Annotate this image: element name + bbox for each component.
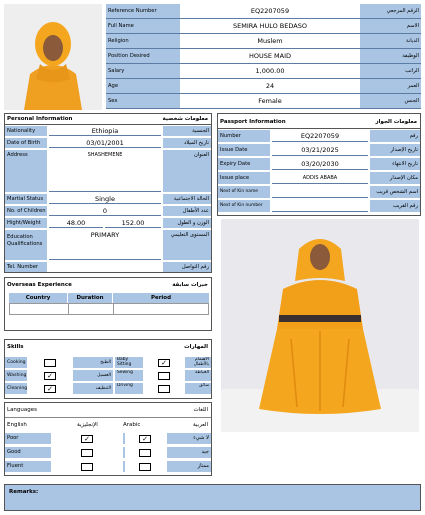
skill-checkbox[interactable]: ✓ bbox=[44, 372, 56, 380]
marital-value: Single bbox=[49, 194, 161, 204]
overseas-title-ar: خبرات سابقة bbox=[172, 282, 208, 288]
children-value: 0 bbox=[49, 206, 161, 216]
address-ar: العنوان bbox=[163, 150, 211, 192]
passport-title: Passport Information bbox=[220, 119, 286, 125]
passport-row-label: Issue place bbox=[218, 172, 270, 184]
lang-col-english: English bbox=[7, 422, 27, 428]
passport-row-ar: تاريخ الانتهاء bbox=[370, 158, 420, 170]
overseas-title: Overseas Experience bbox=[7, 282, 72, 288]
passport-row-value: 03/21/2025 bbox=[272, 144, 368, 156]
skills-title-ar: المهارات bbox=[184, 344, 208, 350]
top-row bbox=[106, 19, 421, 34]
col-country: Country bbox=[9, 293, 68, 303]
top-row-label: Position Desired bbox=[106, 49, 180, 63]
top-row-value: Muslem bbox=[257, 37, 283, 45]
tel-label: Tel. Number bbox=[5, 262, 47, 272]
lang-level-ar: جيد bbox=[167, 447, 211, 458]
passport-row-label: Number bbox=[218, 130, 270, 142]
remarks-label: Remarks: bbox=[9, 489, 39, 495]
education-value: PRIMARY bbox=[49, 230, 161, 260]
lang-english-cell bbox=[53, 433, 121, 444]
lang-arabic-checkbox[interactable]: ✓ bbox=[139, 435, 151, 443]
hw-ar: الوزن و الطول bbox=[163, 218, 211, 228]
skill-label: Washing bbox=[5, 370, 27, 381]
passport-row-label: Expiry Date bbox=[218, 158, 270, 170]
lang-english-checkbox[interactable]: ✓ bbox=[81, 435, 93, 443]
skill-checkbox[interactable] bbox=[158, 385, 170, 393]
nationality-ar: الجنسية bbox=[163, 126, 211, 136]
skill-checkbox-cell bbox=[29, 357, 71, 368]
top-info-table bbox=[106, 4, 421, 109]
lang-arabic-cell bbox=[125, 461, 165, 472]
education-label: Education Qualifications bbox=[5, 230, 47, 260]
overseas-empty-row bbox=[9, 303, 209, 315]
tel-ar: رقم التواصل bbox=[163, 262, 211, 272]
passport-row-ar: اسم الشخص قريب bbox=[370, 186, 420, 198]
top-row-value: Female bbox=[258, 97, 282, 105]
remarks-box bbox=[4, 484, 421, 511]
address-value: SHASHEMENE bbox=[49, 150, 161, 192]
lang-level-ar: ممتاز bbox=[167, 461, 211, 472]
skill-label-ar: سائق bbox=[185, 383, 211, 394]
height-value: 48.00 bbox=[49, 218, 103, 228]
personal-title: Personal Information bbox=[7, 116, 73, 122]
skill-checkbox-cell bbox=[145, 357, 183, 368]
lang-arabic-checkbox[interactable] bbox=[139, 449, 151, 457]
languages-title: Languages bbox=[7, 407, 38, 413]
skill-checkbox[interactable]: ✓ bbox=[158, 359, 170, 367]
dob-ar: تاريخ الميلاد bbox=[163, 138, 211, 148]
personal-title-ar: معلومات شخصية bbox=[162, 116, 208, 122]
top-row bbox=[106, 34, 421, 49]
skill-checkbox-cell bbox=[145, 370, 183, 381]
skill-label: Sewing bbox=[115, 370, 143, 381]
top-row-label: Age bbox=[106, 79, 180, 93]
top-row-value: EQ2207059 bbox=[250, 7, 290, 15]
lang-arabic-cell bbox=[125, 447, 165, 458]
children-ar: عدد الأطفال bbox=[163, 206, 211, 216]
skill-checkbox[interactable] bbox=[44, 359, 56, 367]
skill-checkbox[interactable] bbox=[158, 372, 170, 380]
passport-row-value bbox=[272, 200, 368, 212]
nationality-label: Nationality bbox=[5, 126, 47, 136]
lang-col-english-ar: الإنجليزية bbox=[77, 422, 98, 428]
passport-row-value: 03/20/2030 bbox=[272, 158, 368, 170]
top-row-ar: الديانة bbox=[360, 34, 421, 48]
lang-english-cell bbox=[53, 447, 121, 458]
top-row-value: HOUSE MAID bbox=[248, 52, 292, 60]
top-row-ar: الرقم المرجعي bbox=[360, 4, 421, 18]
top-row-ar: الوظيفة bbox=[360, 49, 421, 63]
nationality-value: Ethiopia bbox=[49, 126, 161, 136]
lang-col-arabic: Arabic bbox=[123, 422, 141, 428]
lang-level-ar: لا شيء bbox=[167, 433, 211, 444]
lang-level-label: Good bbox=[5, 447, 51, 458]
top-row-ar: الراتب bbox=[360, 64, 421, 78]
portrait-photo bbox=[4, 4, 102, 110]
passport-row-label: Next of Kin name bbox=[218, 186, 270, 198]
weight-value: 152.00 bbox=[105, 218, 161, 228]
personal-info-section bbox=[4, 113, 212, 273]
passport-row-label: Issue Date bbox=[218, 144, 270, 156]
lang-english-cell bbox=[53, 461, 121, 472]
top-row-value: SEMIRA HULO BEDASO bbox=[233, 22, 307, 30]
skill-label: Cooking bbox=[5, 357, 27, 368]
dob-label: Date of Birth bbox=[5, 138, 47, 148]
skill-label: Driving bbox=[115, 383, 143, 394]
passport-row-value: EQ2207059 bbox=[272, 130, 368, 142]
col-period: Period bbox=[150, 295, 172, 301]
lang-arabic-cell bbox=[125, 433, 165, 444]
education-ar: المستوى التعليمي bbox=[163, 230, 211, 260]
marital-ar: الحالة الاجتماعية bbox=[163, 194, 211, 204]
languages-title-ar: اللغات bbox=[193, 407, 208, 413]
skill-checkbox[interactable]: ✓ bbox=[44, 385, 56, 393]
top-row bbox=[106, 49, 421, 64]
top-row-label: Religion bbox=[106, 34, 180, 48]
skill-label-ar: الخياطة bbox=[185, 370, 211, 381]
lang-level-label: Fluent bbox=[5, 461, 51, 472]
children-label: No. of Children bbox=[7, 208, 46, 214]
skill-label-ar: التنظيف bbox=[73, 383, 113, 394]
passport-row-ar: رقم القريب bbox=[370, 200, 420, 212]
top-row bbox=[106, 79, 421, 94]
top-row bbox=[106, 64, 421, 79]
top-row-label: Sex bbox=[106, 94, 180, 108]
passport-row-value bbox=[272, 186, 368, 198]
lang-english-checkbox[interactable] bbox=[81, 449, 93, 457]
tel-value bbox=[49, 262, 161, 272]
skill-label-ar: الطبخ bbox=[73, 357, 113, 368]
full-body-photo bbox=[221, 219, 419, 432]
languages-section bbox=[4, 402, 212, 476]
lang-english-checkbox[interactable] bbox=[81, 463, 93, 471]
top-row-value: 24 bbox=[265, 82, 275, 90]
passport-title-ar: معلومات الجواز bbox=[375, 119, 417, 125]
top-row-ar: الاسم bbox=[360, 19, 421, 33]
passport-row-ar: مكان الإصدار bbox=[370, 172, 420, 184]
overseas-section bbox=[4, 277, 212, 331]
hw-label: Hight/Weight bbox=[5, 218, 47, 228]
top-row-ar: العمر bbox=[360, 79, 421, 93]
skills-section bbox=[4, 339, 212, 399]
top-row-ar: الجنس bbox=[360, 94, 421, 108]
lang-arabic-checkbox[interactable] bbox=[139, 463, 151, 471]
col-duration: Duration bbox=[68, 293, 113, 303]
passport-row-ar: رقم bbox=[370, 130, 420, 142]
passport-row-value: ADDIS ABABA bbox=[272, 172, 368, 184]
address-label: Address bbox=[5, 150, 47, 192]
top-row-label: Full Name bbox=[106, 19, 180, 33]
lang-col-arabic-ar: العربية bbox=[192, 422, 208, 428]
top-row-label: Salary bbox=[106, 64, 180, 78]
skill-checkbox-cell bbox=[145, 383, 183, 394]
passport-row-label: Next of Kin number bbox=[218, 200, 270, 212]
marital-label: Martial Status bbox=[5, 194, 47, 204]
top-row-value: 1,000.00 bbox=[255, 67, 285, 75]
top-row bbox=[106, 94, 421, 109]
passport-info-section bbox=[217, 113, 421, 216]
skill-label-ar: الغسيل bbox=[73, 370, 113, 381]
dob-value: 03/01/2001 bbox=[49, 138, 161, 148]
skill-checkbox-cell bbox=[29, 383, 71, 394]
passport-row-ar: تاريخ الإصدار bbox=[370, 144, 420, 156]
top-row bbox=[106, 4, 421, 19]
skill-label: Cleaning bbox=[5, 383, 27, 394]
lang-level-label: Poor bbox=[5, 433, 51, 444]
top-row-label: Reference Number bbox=[106, 4, 180, 18]
skill-label-ar: الاهتمام بالأطفال bbox=[185, 357, 211, 368]
skill-checkbox-cell bbox=[29, 370, 71, 381]
skills-title: Skills bbox=[7, 344, 24, 350]
skill-label: Baby Sitting bbox=[115, 357, 143, 368]
